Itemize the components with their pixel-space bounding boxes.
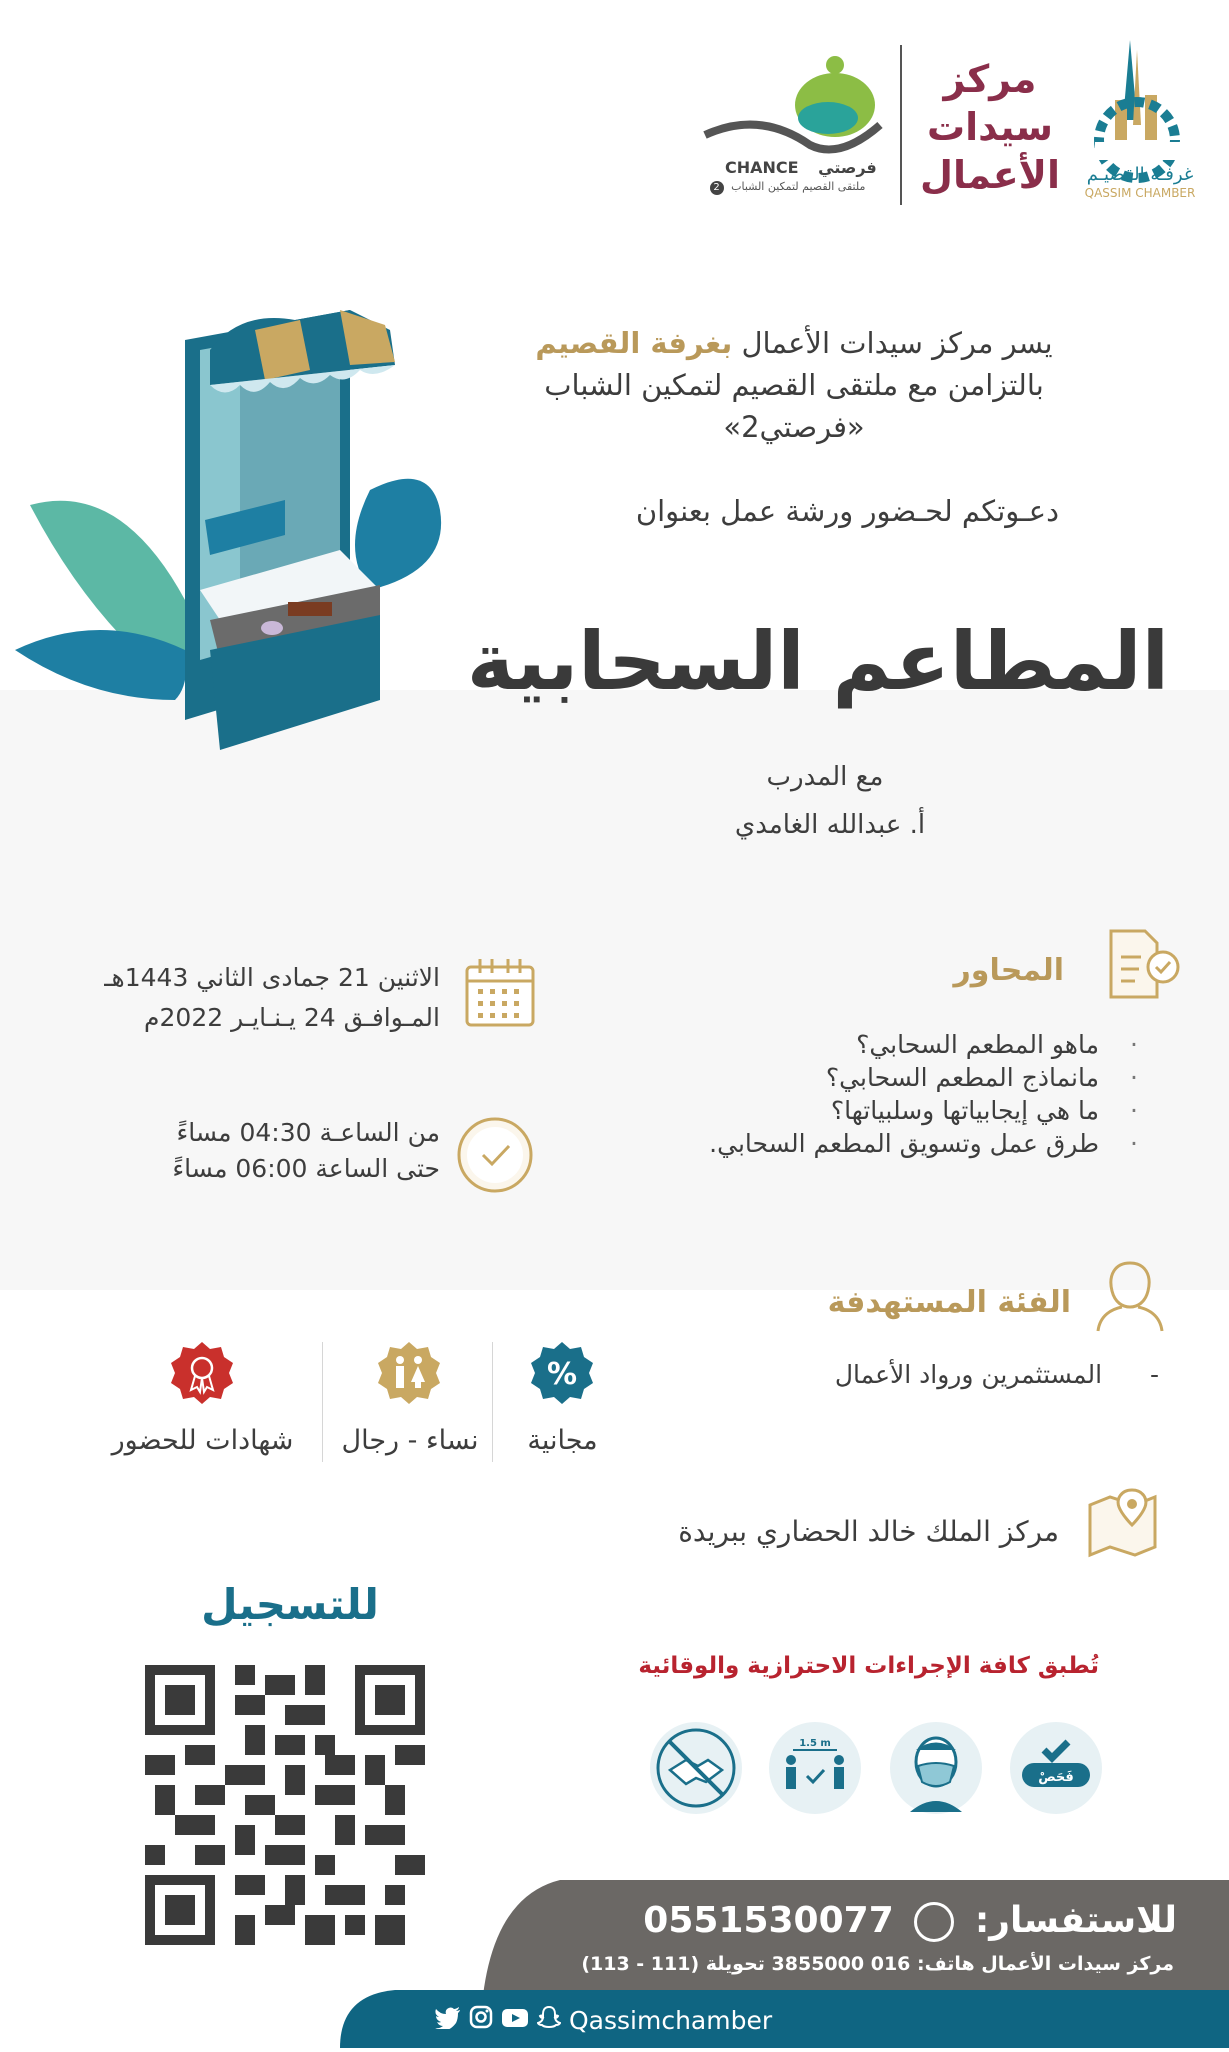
cloud-kitchen-illustration — [10, 290, 460, 760]
list-item: · ماهو المطعم السحابي؟ — [856, 1030, 1138, 1059]
social-handle[interactable]: Qassimchamber — [569, 2005, 773, 2035]
mask-icon — [888, 1720, 984, 1820]
clock-icon — [455, 1115, 535, 1199]
free-badge-label: مجانية — [527, 1425, 598, 1456]
free-badge-icon — [528, 1340, 596, 1408]
whatsapp-icon — [914, 1902, 954, 1942]
distance-icon — [767, 1720, 863, 1820]
chance-logo: CHANCE فرصتي ملتقى القصيم لتمكين الشباب 2 — [700, 50, 885, 200]
svg-text:%: % — [546, 1357, 578, 1392]
center-contact: مركز سيدات الأعمال هاتف: 016 3855000 تحويلة (111 - 113) — [581, 1953, 1174, 1975]
inquiry-phone: للاستفسار: 0551530077 — [643, 1900, 1177, 1941]
qassim-chamber-logo — [1075, 30, 1205, 200]
gender-badge-label: نساء - رجال — [341, 1425, 479, 1456]
trainer-label: مع المدرب — [766, 762, 884, 792]
svg-text:QASSIM CHAMBER: QASSIM CHAMBER — [1084, 186, 1196, 200]
svg-text:1.5 m: 1.5 m — [799, 1738, 831, 1749]
list-item: · ما هي إيجابياتها وسلبياتها؟ — [830, 1096, 1138, 1125]
phone-number[interactable]: 0551530077 — [643, 1900, 894, 1941]
header-divider — [900, 45, 902, 205]
venue-text: مركز الملك خالد الحضاري ببريدة — [678, 1515, 1059, 1548]
certificate-icon — [168, 1340, 236, 1408]
twitter-icon[interactable] — [435, 2006, 461, 2035]
certificate-badge-label: شهادات للحضور — [111, 1425, 294, 1456]
men-women-icon — [375, 1340, 443, 1408]
list-item: · مانماذج المطعم السحابي؟ — [825, 1063, 1138, 1092]
calendar-icon — [462, 955, 538, 1035]
fahhas-icon — [1008, 1720, 1104, 1820]
svg-text:غرفـة القصيـم: غرفـة القصيـم — [1086, 164, 1194, 185]
topics-list — [709, 1028, 1149, 1160]
event-time: من الساعـة 04:30 مساءً حتى الساعة 06:00 مساءً — [172, 1118, 440, 1183]
trainer-name: أ. عبدالله الغامدي — [734, 810, 926, 840]
snapchat-icon[interactable] — [537, 2005, 561, 2035]
workshop-title: المطاعم السحابية — [466, 615, 1169, 708]
instagram-icon[interactable] — [469, 2005, 493, 2035]
register-title: للتسجيل — [201, 1580, 379, 1629]
no-handshake-icon — [648, 1720, 744, 1820]
document-check-icon — [1105, 925, 1185, 1007]
target-title: الفئة المستهدفة — [827, 1285, 1071, 1320]
svg-text:فَحَصْ: فَحَصْ — [1038, 1770, 1074, 1785]
intro-text: يسر مركز سيدات الأعمال بغرفة القصيم بالتزامن مع ملتقى القصيم لتمكين الشباب «فرصتي2» — [535, 326, 1053, 444]
list-item: · طرق عمل وتسويق المطعم السحابي. — [709, 1129, 1138, 1158]
safety-title: تُطبق كافة الإجراءات الاحترازية والوقائية — [638, 1653, 1099, 1679]
topics-title: المحاور — [953, 953, 1064, 988]
social-links — [435, 2005, 772, 2035]
person-icon — [1090, 1255, 1170, 1339]
target-audience: - المستثمرين ورواد الأعمال — [834, 1360, 1159, 1389]
badge-divider — [492, 1342, 493, 1462]
businesswomen-center-logo: مركز سيدات الأعمال — [920, 57, 1060, 197]
badge-divider — [322, 1342, 323, 1462]
youtube-icon[interactable] — [501, 2006, 529, 2035]
invite-text: دعـوتكم لحـضور ورشة عمل بعنوان — [635, 494, 1059, 528]
event-date: الاثنين 21 جمادى الثاني 1443هـ المـوافـق 24 يـنـايـر 2022م — [104, 963, 440, 1032]
location-map-icon — [1085, 1485, 1160, 1564]
